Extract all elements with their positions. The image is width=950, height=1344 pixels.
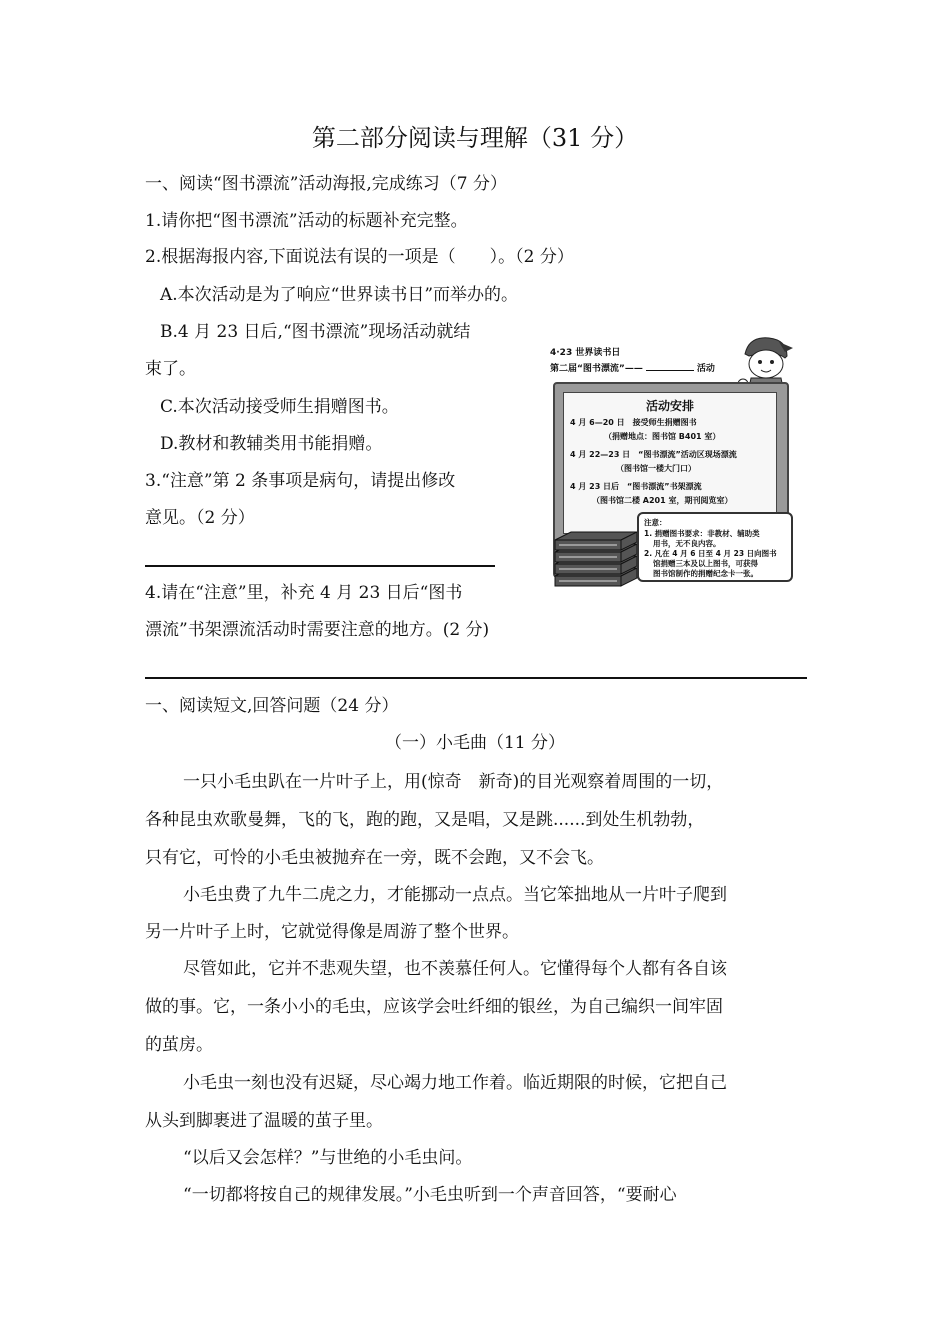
passage-line: 的茧房。: [145, 1035, 213, 1055]
poster-world-book-day: 4·23 世界读书日: [550, 348, 621, 358]
schedule-item-1-detail: （捐赠地点：图书馆 B401 室）: [604, 432, 721, 441]
passage-line: 各种昆虫欢歌曼舞，飞的飞，跑的跑，又是唱，又是跳......到处生机勃勃，: [145, 810, 705, 830]
notice-box: [637, 512, 793, 582]
passage-line: “以后又会怎样？”与世绝的小毛虫问。: [183, 1148, 473, 1168]
passage-line: 一只小毛虫趴在一片叶子上，用(惊奇 新奇)的目光观察着周围的一切，: [183, 772, 724, 792]
schedule-title: 活动安排: [645, 399, 694, 413]
question-3-line1: 3.“注意”第 2 条事项是病句，请提出修改: [145, 471, 456, 491]
poster-headline-text: 第二届“图书漂流”——: [550, 364, 643, 374]
notice-item-2-cont2: 图书馆制作的捐赠纪念卡一张。: [653, 569, 758, 578]
schedule-item-2: 4 月 22—23 日 “图书漂流”活动区现场漂流: [570, 450, 737, 459]
question-4-line2: 漂流”书架漂流活动时需要注意的地方。(2 分): [145, 620, 490, 640]
notice-item-1-cont: 用书，无不良内容。: [653, 539, 721, 548]
passage-line: 小毛虫费了九牛二虎之力，才能挪动一点点。当它笨拙地从一片叶子爬到: [183, 885, 727, 905]
notice-item-2-cont: 馆捐赠三本及以上图书，可获得: [653, 559, 758, 568]
notice-item-1: 1. 捐赠图书要求：非教材、辅助类: [644, 529, 760, 538]
option-d: D.教材和教辅类用书能捐赠。: [160, 434, 383, 454]
question-1: 1.请你把“图书漂流”活动的标题补充完整。: [145, 211, 468, 231]
passage-line: 从头到脚裹进了温暖的茧子里。: [145, 1111, 383, 1131]
question-2: 2.根据海报内容,下面说法有误的一项是（ ）。（2 分）: [145, 247, 574, 267]
poster-title-blank: [646, 370, 694, 371]
poster-headline-tail: 活动: [696, 364, 715, 374]
poster-headline: [550, 361, 715, 374]
passage-line: 只有它，可怜的小毛虫被抛弃在一旁，既不会跑，又不会飞。: [145, 848, 604, 868]
notice-title: 注意：: [644, 518, 667, 527]
page-title: 第二部分阅读与理解（31 分）: [311, 124, 639, 152]
book-drift-poster: [545, 330, 805, 592]
passage-line: 小毛虫一刻也没有迟疑，尽心竭力地工作着。临近期限的时候，它把自己: [183, 1073, 727, 1093]
passage-line: 做的事。它，一条小小的毛虫，应该学会吐纤细的银丝，为自己编织一间牢固: [145, 997, 723, 1017]
option-a: A.本次活动是为了响应“世界读书日”而举办的。: [160, 285, 519, 305]
option-b-line2: 束了。: [145, 359, 196, 379]
schedule-item-1: 4 月 6—20 日 接受师生捐赠图书: [570, 418, 697, 427]
question-4-line1: 4.请在“注意”里，补充 4 月 23 日后“图书: [145, 583, 463, 603]
answer-line-q4: [145, 677, 807, 679]
option-b-line1: B.4 月 23 日后,“图书漂流”现场活动就结: [160, 322, 471, 342]
section1-heading: 一、阅读“图书漂流”活动海报,完成练习（7 分）: [145, 174, 508, 194]
section2-heading: 一、阅读短文,回答问题（24 分）: [145, 696, 399, 716]
passage-line: 尽管如此，它并不悲观失望，也不羡慕任何人。它懂得每个人都有各自该: [183, 959, 727, 979]
passage-title: （一）小毛曲（11 分）: [384, 733, 566, 753]
question-3-line2: 意见。（2 分）: [145, 508, 255, 528]
schedule-item-2-detail: （图书馆一楼大门口）: [616, 464, 696, 473]
schedule-item-3-detail: （图书馆二楼 A201 室，期刊阅览室）: [592, 496, 733, 505]
notice-item-2: 2. 凡在 4 月 6 日至 4 月 23 日向图书: [644, 549, 777, 558]
passage-line: 另一片叶子上时，它就觉得像是周游了整个世界。: [145, 922, 519, 942]
schedule-item-3: 4 月 23 日后 “图书漂流”书架漂流: [570, 482, 702, 491]
answer-line-q3: [145, 565, 495, 567]
passage-line: “一切都将按自己的规律发展。”小毛虫听到一个声音回答，“要耐心: [183, 1185, 677, 1205]
book-stack-illustration: [551, 526, 643, 590]
option-c: C.本次活动接受师生捐赠图书。: [160, 397, 399, 417]
